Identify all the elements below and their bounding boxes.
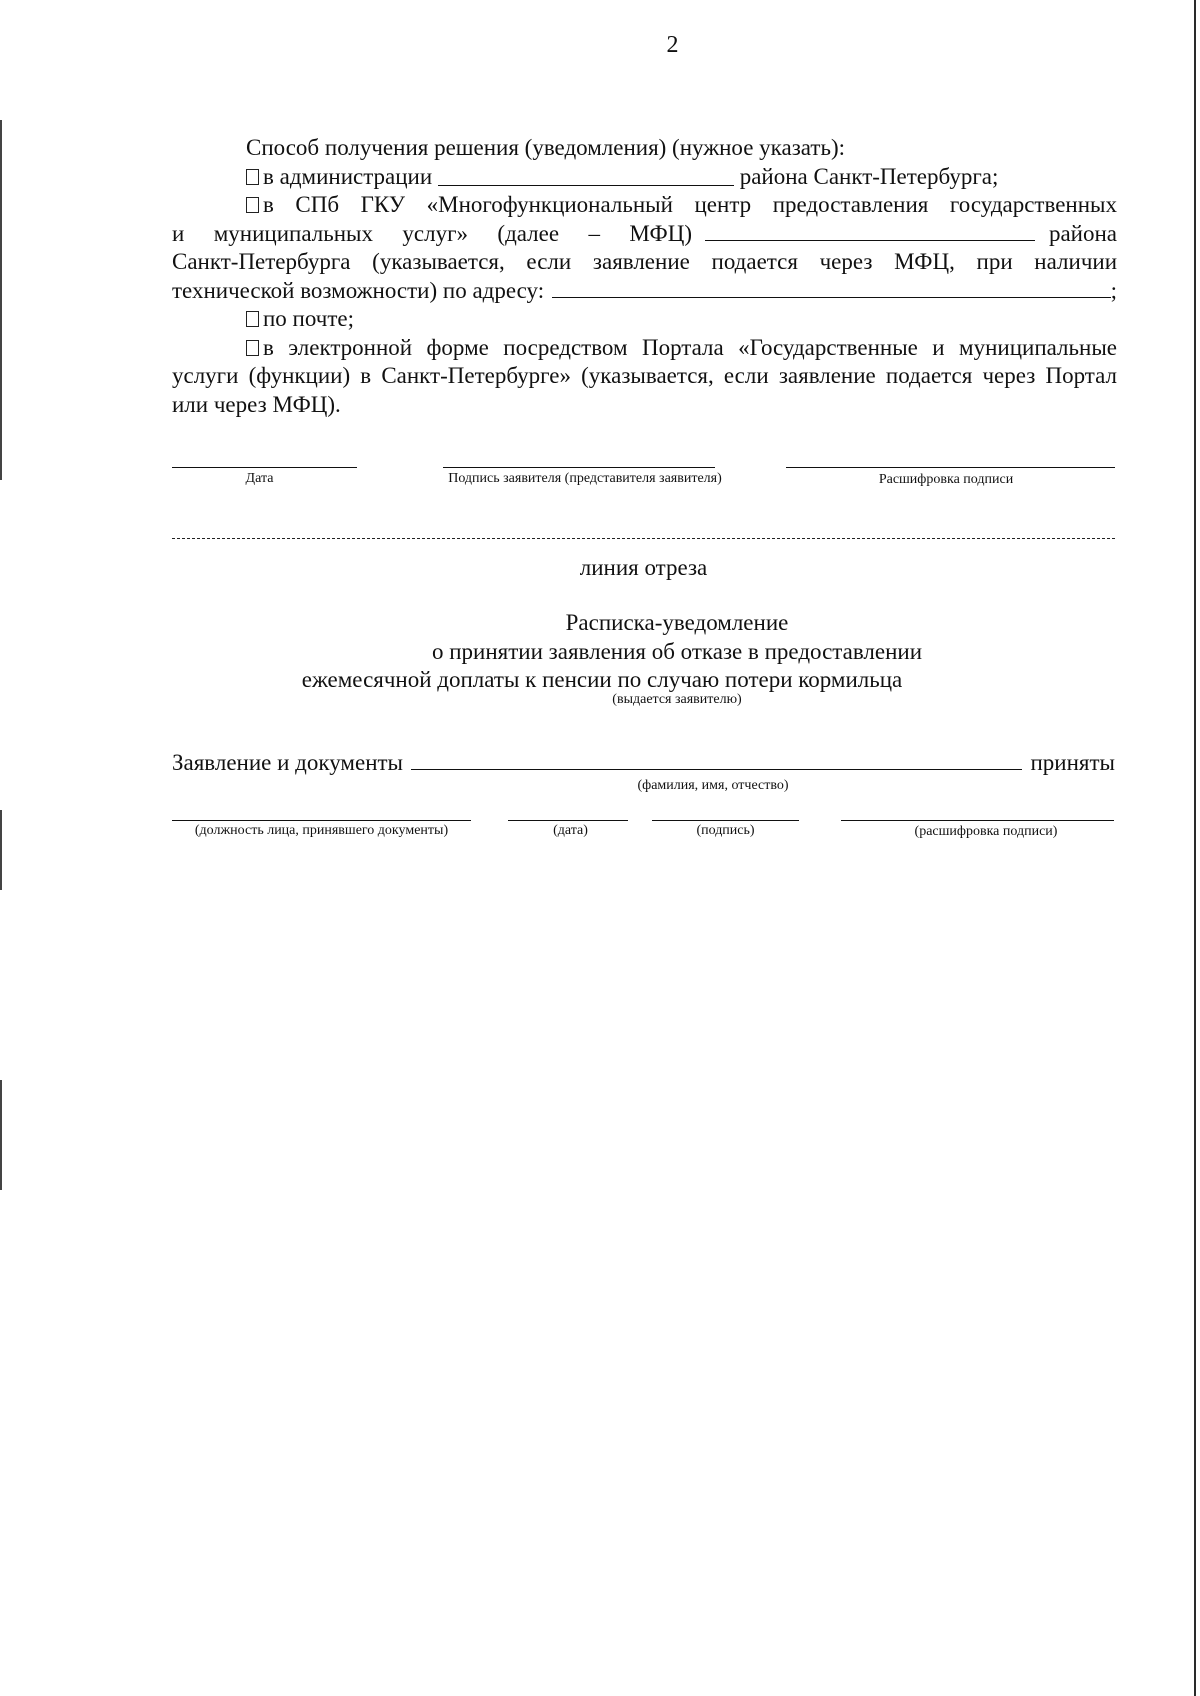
acceptance-decoding-line[interactable] [841, 820, 1114, 821]
scan-left-edge-mark [0, 120, 2, 480]
signature-label: Подпись заявителя (представителя заявителя) [448, 471, 722, 486]
receipt-title-line3: ежемесячной доплаты к пенсии по случаю потери кормильца [301, 667, 903, 692]
scan-left-edge-mark [0, 810, 2, 890]
checkbox-portal[interactable] [246, 340, 259, 356]
scan-right-edge [1194, 0, 1196, 1696]
receipt-title [172, 609, 1182, 695]
date-line[interactable] [172, 467, 357, 468]
position-caption: (должность лица, принявшего документы) [194, 823, 449, 838]
district-blank-field[interactable] [438, 165, 734, 186]
applicant-name-blank-field[interactable] [411, 749, 1022, 770]
receipt-method-section [172, 134, 1117, 419]
signature-decoding-label: Расшифровка подписи [878, 472, 1014, 487]
date-label: Дата [245, 471, 274, 486]
scan-left-edge-mark [0, 1080, 2, 1190]
acceptance-date-line[interactable] [508, 820, 628, 821]
cut-line [172, 538, 1115, 539]
accepted-line: Заявление и документы приняты [172, 750, 1115, 775]
option-mfc: в СПб ГКУ «Многофункциональный центр предоставления государственных и муниципальных услуг» (далее – МФЦ) района Санкт-Петербурга (указывается, если заявление подается через МФЦ, при наличии технической возможности) по адресу: ; [172, 192, 1117, 303]
name-caption: (фамилия, имя, отчество) [637, 778, 789, 793]
page-number: 2 [666, 32, 679, 58]
position-line[interactable] [172, 820, 471, 821]
signature-caption: (подпись) [696, 823, 755, 838]
mfc-district-blank-field[interactable] [705, 220, 1035, 241]
acceptance-signature-line[interactable] [652, 820, 799, 821]
checkbox-mail[interactable] [246, 311, 259, 327]
receipt-title-line2: о принятии заявления об отказе в предоставлении [431, 638, 923, 664]
checkbox-mfc[interactable] [246, 197, 259, 213]
signature-line[interactable] [443, 467, 715, 468]
option-administration: в администрации района Санкт-Петербурга; [172, 163, 1117, 192]
checkbox-administration[interactable] [246, 169, 259, 185]
option-mail: по почте; [172, 305, 1117, 334]
cut-line-label: линия отреза [579, 555, 708, 580]
method-heading: Способ получения решения (уведомления) (нужное указать): [246, 135, 845, 160]
signature-decoding-line[interactable] [786, 467, 1115, 468]
mfc-address-blank-field[interactable] [552, 277, 1110, 298]
option-portal: в электронной форме посредством Портала «Государственные и муниципальные услуги (функции) в Санкт-Петербурге» (указывается, если заявление подается через Портал или через МФЦ). [172, 334, 1117, 417]
date-caption: (дата) [553, 823, 588, 838]
receipt-title-line1: Расписка-уведомление [565, 610, 789, 635]
issued-note: (выдается заявителю) [612, 692, 742, 707]
decoding-caption: (расшифровка подписи) [914, 824, 1058, 839]
